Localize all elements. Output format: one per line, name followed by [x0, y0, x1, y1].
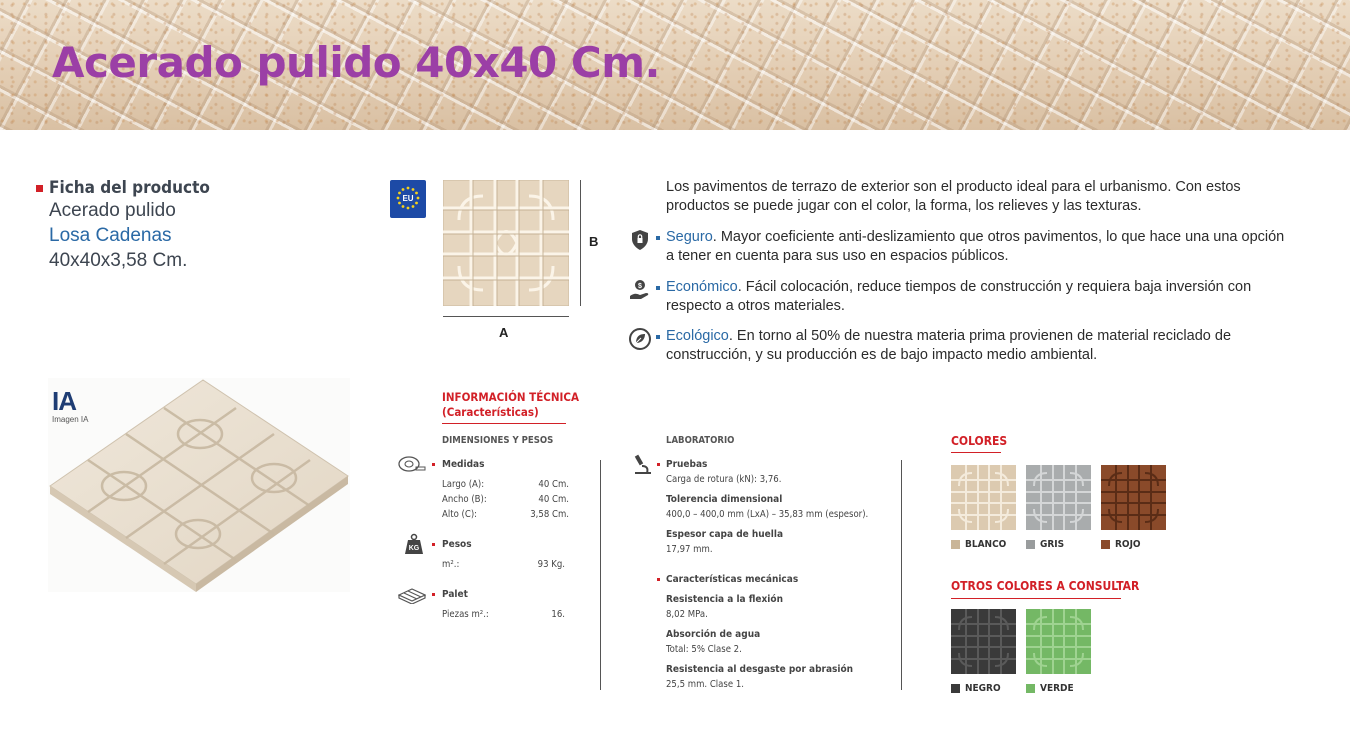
tape-measure-icon	[398, 455, 426, 478]
tech-title-line2: (Características)	[442, 405, 539, 419]
tech-title	[442, 390, 579, 420]
alto-label: Alto (C):	[442, 509, 478, 520]
feature-bullet	[656, 236, 660, 240]
color-chip	[951, 684, 960, 693]
piezas-label: Piezas m².:	[442, 609, 489, 620]
red-bullet	[657, 578, 660, 581]
feature-key: Económico	[666, 279, 738, 295]
feature-seguro	[628, 228, 1288, 266]
desgaste-text: 25,5 mm. Clase 1.	[666, 679, 744, 690]
palet-heading: Palet	[442, 589, 468, 600]
feature-bullet	[656, 335, 660, 339]
tolerancia-text: 400,0 – 400,0 mm (LxA) – 35,83 mm (espesor).	[666, 509, 869, 520]
pruebas-heading: Pruebas	[666, 459, 708, 470]
svg-text:$: $	[638, 283, 642, 290]
feature-ecologico	[628, 327, 1288, 365]
swatch-verde	[1026, 609, 1091, 674]
ia-logo	[52, 388, 88, 424]
header-banner	[0, 0, 1350, 130]
feature-desc: . En torno al 50% de nuestra materia prima provienen de material reciclado de construcción, y su producción es de bajo impacto medio ambiental.	[666, 328, 1232, 363]
absorcion-heading: Absorción de agua	[666, 629, 761, 640]
color-name: BLANCO	[965, 539, 1007, 550]
feature-text	[666, 327, 1288, 365]
feature-key: Ecológico	[666, 328, 729, 344]
swatch-rojo	[1101, 465, 1166, 530]
feature-bullet	[656, 286, 660, 290]
swatch-gris	[1026, 465, 1091, 530]
pesos-heading: Pesos	[442, 539, 472, 550]
swatch-blanco	[951, 465, 1016, 530]
tile-photo	[48, 378, 350, 592]
leaf-icon	[628, 327, 652, 351]
color-name: ROJO	[1115, 539, 1141, 550]
espesor-heading: Espesor capa de huella	[666, 529, 784, 540]
product-sheet	[36, 178, 210, 273]
red-bullet	[36, 185, 43, 192]
divider-line	[600, 460, 601, 690]
color-label-rojo	[1101, 539, 1141, 550]
color-label-blanco	[951, 539, 1006, 550]
color-chip	[1101, 540, 1110, 549]
ancho-label: Ancho (B):	[442, 494, 487, 505]
shield-icon	[628, 228, 652, 252]
feature-key: Seguro	[666, 229, 713, 245]
alto-value: 3,58 Cm.	[530, 509, 569, 520]
color-label-negro	[951, 683, 1001, 694]
feature-desc: . Fácil colocación, reduce tiempos de construcción y requiera baja inversión con respecto a otros materiales.	[666, 279, 1252, 314]
ia-caption: Imagen IA	[52, 415, 89, 424]
money-hand-icon	[628, 278, 652, 302]
red-bullet	[432, 463, 435, 466]
mecanicas-heading: Características mecánicas	[666, 574, 799, 585]
desgaste-heading: Resistencia al desgaste por abrasión	[666, 664, 854, 675]
page-title: Acerado pulido 40x40 Cm.	[52, 38, 660, 87]
color-label-verde	[1026, 683, 1074, 694]
pallet-icon	[398, 586, 426, 609]
product-size: 40x40x3,58 Cm.	[49, 250, 188, 271]
eu-label: EU	[402, 194, 414, 203]
largo-value: 40 Cm.	[538, 479, 569, 490]
feature-economico	[628, 278, 1288, 316]
feature-text	[666, 228, 1288, 266]
divider-line	[901, 460, 902, 690]
color-name: GRIS	[1040, 539, 1065, 550]
flexion-heading: Resistencia a la flexión	[666, 594, 783, 605]
dimension-b-label: B	[589, 234, 599, 249]
other-colors-underline	[951, 598, 1121, 599]
product-sheet-header	[36, 178, 210, 198]
color-chip	[1026, 540, 1035, 549]
lab-heading: LABORATORIO	[666, 435, 735, 446]
color-label-gris	[1026, 539, 1064, 550]
microscope-icon	[632, 453, 654, 480]
feature-text	[666, 278, 1288, 316]
ancho-value: 40 Cm.	[538, 494, 569, 505]
colors-title: COLORES	[951, 434, 1008, 448]
dimension-a-line	[443, 316, 569, 317]
tech-title-line1: INFORMACIÓN TÉCNICA	[442, 390, 579, 404]
swatch-negro	[951, 609, 1016, 674]
eu-flag-icon	[390, 180, 426, 218]
medidas-heading: Medidas	[442, 459, 485, 470]
dimension-b-line	[580, 180, 581, 306]
other-colors-title: OTROS COLORES A CONSULTAR	[951, 579, 1140, 593]
m2-label: m².:	[442, 559, 460, 570]
product-sheet-title: Ficha del producto	[49, 178, 210, 198]
kg-label: KG	[408, 545, 420, 552]
color-chip	[951, 540, 960, 549]
red-bullet	[657, 463, 660, 466]
red-bullet	[432, 543, 435, 546]
colors-title-underline	[951, 452, 1001, 453]
color-name: NEGRO	[965, 683, 1001, 694]
tile-drawing	[443, 180, 569, 306]
dimension-a-label: A	[499, 325, 509, 340]
red-bullet	[432, 593, 435, 596]
m2-value: 93 Kg.	[537, 559, 565, 570]
intro-text: Los pavimentos de terrazo de exterior son el producto ideal para el urbanismo. Con estos productos se puede jugar con el color, la forma, los relieves y las texturas.	[666, 179, 1241, 214]
color-name: VERDE	[1040, 683, 1074, 694]
dimensions-heading: DIMENSIONES Y PESOS	[442, 435, 554, 446]
ia-mark: IA	[52, 386, 76, 416]
tolerancia-heading: Tolerencia dimensional	[666, 494, 783, 505]
largo-label: Largo (A):	[442, 479, 485, 490]
piezas-value: 16.	[551, 609, 565, 620]
tech-title-underline	[442, 423, 566, 424]
weight-icon	[403, 533, 425, 560]
carga-text: Carga de rotura (kN): 3,76.	[666, 474, 782, 485]
flexion-text: 8,02 MPa.	[666, 609, 708, 620]
feature-desc: . Mayor coeficiente anti-deslizamiento que otros pavimentos, lo que hace una una opción a tener en cuenta para sus uso en espacios públicos.	[666, 229, 1285, 264]
product-model: Losa Cadenas	[49, 225, 172, 246]
espesor-text: 17,97 mm.	[666, 544, 713, 555]
absorcion-text: Total: 5% Clase 2.	[666, 644, 742, 655]
color-chip	[1026, 684, 1035, 693]
product-finish: Acerado pulido	[49, 200, 176, 221]
